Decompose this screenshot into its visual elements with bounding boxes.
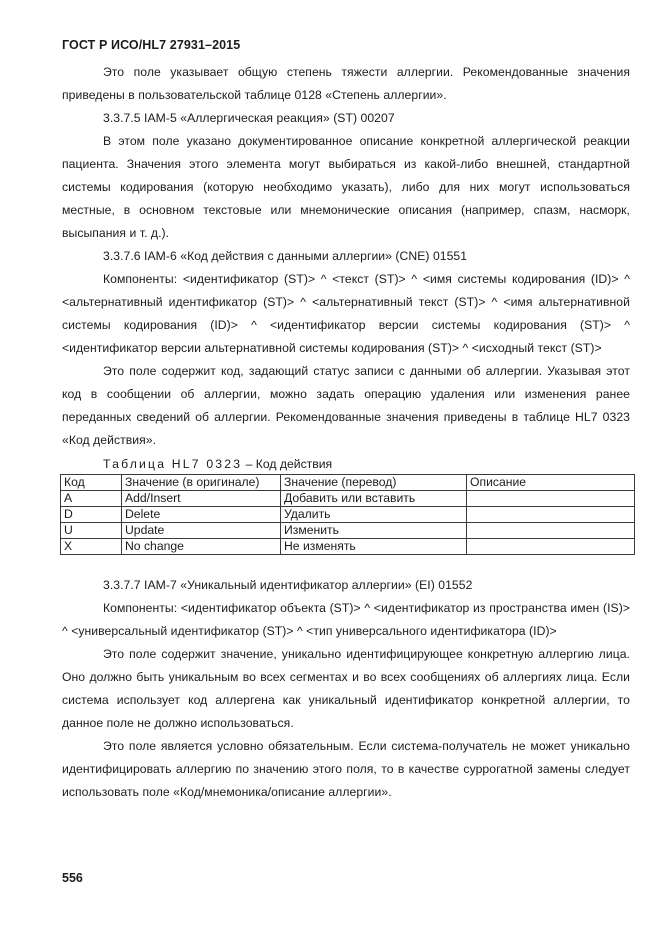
- table-cell: No change: [122, 539, 281, 555]
- paragraph-severity: Это поле указывает общую степень тяжести аллергии. Рекомендованные значения приведены в пользовательской таблице 0128 «Степень аллергии».: [62, 65, 630, 102]
- paragraph-conditional: Это поле является условно обязательным. Если система-получатель не может уникально идентифицировать аллергию по значению этого поля, то в качестве суррогатной замены следует использовать поле «Код/мнемоника/описание аллергии».: [62, 739, 630, 799]
- table-cell: Не изменять: [281, 539, 467, 555]
- table-row: [61, 507, 635, 523]
- table-header-cell: Код: [61, 475, 122, 491]
- paragraph-components-iam7: Компоненты: <идентификатор объекта (ST)> ^ <идентификатор из пространства имен (IS)> ^ <универсальный идентификатор (ST)> ^ <тип универсального идентификатора (ID)>: [62, 601, 630, 638]
- paragraph-action-code: Это поле содержит код, задающий статус записи с данными об аллергии. Указывая этот код в сообщении об аллергии, можно задать операцию удаления или изменения ранее переданных сведений об аллергии. Рекомендованные значения приведены в таблице HL7 0323 «Код действия».: [62, 364, 630, 447]
- table-row: [61, 523, 635, 539]
- table-cell: Add/Insert: [122, 491, 281, 507]
- table-cell: Изменить: [281, 523, 467, 539]
- paragraph-unique-id: Это поле содержит значение, уникально идентифицирующее конкретную аллергию лица. Оно должно быть уникальным во всех сегментах и во всех сообщениях об аллергиях лица. Если система использует код аллергена как уникальный идентификатор конкретной аллергии, то данное поле не должно использоваться.: [62, 647, 630, 730]
- section-heading-iam7: 3.3.7.7 IAM-7 «Уникальный идентификатор аллергии» (EI) 01552: [103, 578, 473, 592]
- spacer: [62, 555, 630, 574]
- table-cell: U: [61, 523, 122, 539]
- paragraph-components-iam6: Компоненты: <идентификатор (ST)> ^ <текст (ST)> ^ <имя системы кодирования (ID)> ^ <альтернативный идентификатор (ST)> ^ <альтернативный текст (ST)> ^ <имя альтернативной системы кодирования (ID)> ^ <идентификатор версии системы кодирования (ST)> ^ <идентификатор версии альтернативной системы кодирования (ST)> ^ <исходный текст (ST)>: [62, 272, 630, 355]
- table-caption-title: – Код действия: [245, 457, 333, 471]
- table-header-row: [61, 475, 635, 491]
- table-cell: [467, 523, 635, 539]
- table-row: [61, 539, 635, 555]
- page-number: 556: [62, 871, 83, 885]
- table-cell: Удалить: [281, 507, 467, 523]
- action-code-table: [60, 474, 635, 555]
- table-cell: X: [61, 539, 122, 555]
- table-cell: [467, 507, 635, 523]
- table-cell: Delete: [122, 507, 281, 523]
- table-cell: [467, 491, 635, 507]
- table-cell: A: [61, 491, 122, 507]
- document-header: ГОСТ Р ИСО/HL7 27931–2015: [62, 38, 241, 52]
- paragraph-reaction: В этом поле указано документированное описание конкретной аллергической реакции пациента. Значения этого элемента могут выбираться из какой-либо внешней, стандартной системы кодирования (которую необходимо указать), либо для них могут использоваться местные, в основном текстовые или мнемонические описания (например, спазм, насморк, высыпания и т. д.).: [62, 134, 630, 240]
- table-cell: Добавить или вставить: [281, 491, 467, 507]
- table-cell: D: [61, 507, 122, 523]
- table-cell: [467, 539, 635, 555]
- table-header-cell: Значение (перевод): [281, 475, 467, 491]
- section-heading-iam5: 3.3.7.5 IAM-5 «Аллергическая реакция» (ST) 00207: [103, 111, 395, 125]
- table-caption: [62, 455, 630, 473]
- document-body: [62, 61, 630, 804]
- table-header-cell: Описание: [467, 475, 635, 491]
- section-heading-iam6: 3.3.7.6 IAM-6 «Код действия с данными аллергии» (CNE) 01551: [103, 249, 468, 263]
- table-row: [61, 491, 635, 507]
- table-header-cell: Значение (в оригинале): [122, 475, 281, 491]
- table-cell: Update: [122, 523, 281, 539]
- table-caption-label: Таблица HL7 0323: [103, 457, 243, 471]
